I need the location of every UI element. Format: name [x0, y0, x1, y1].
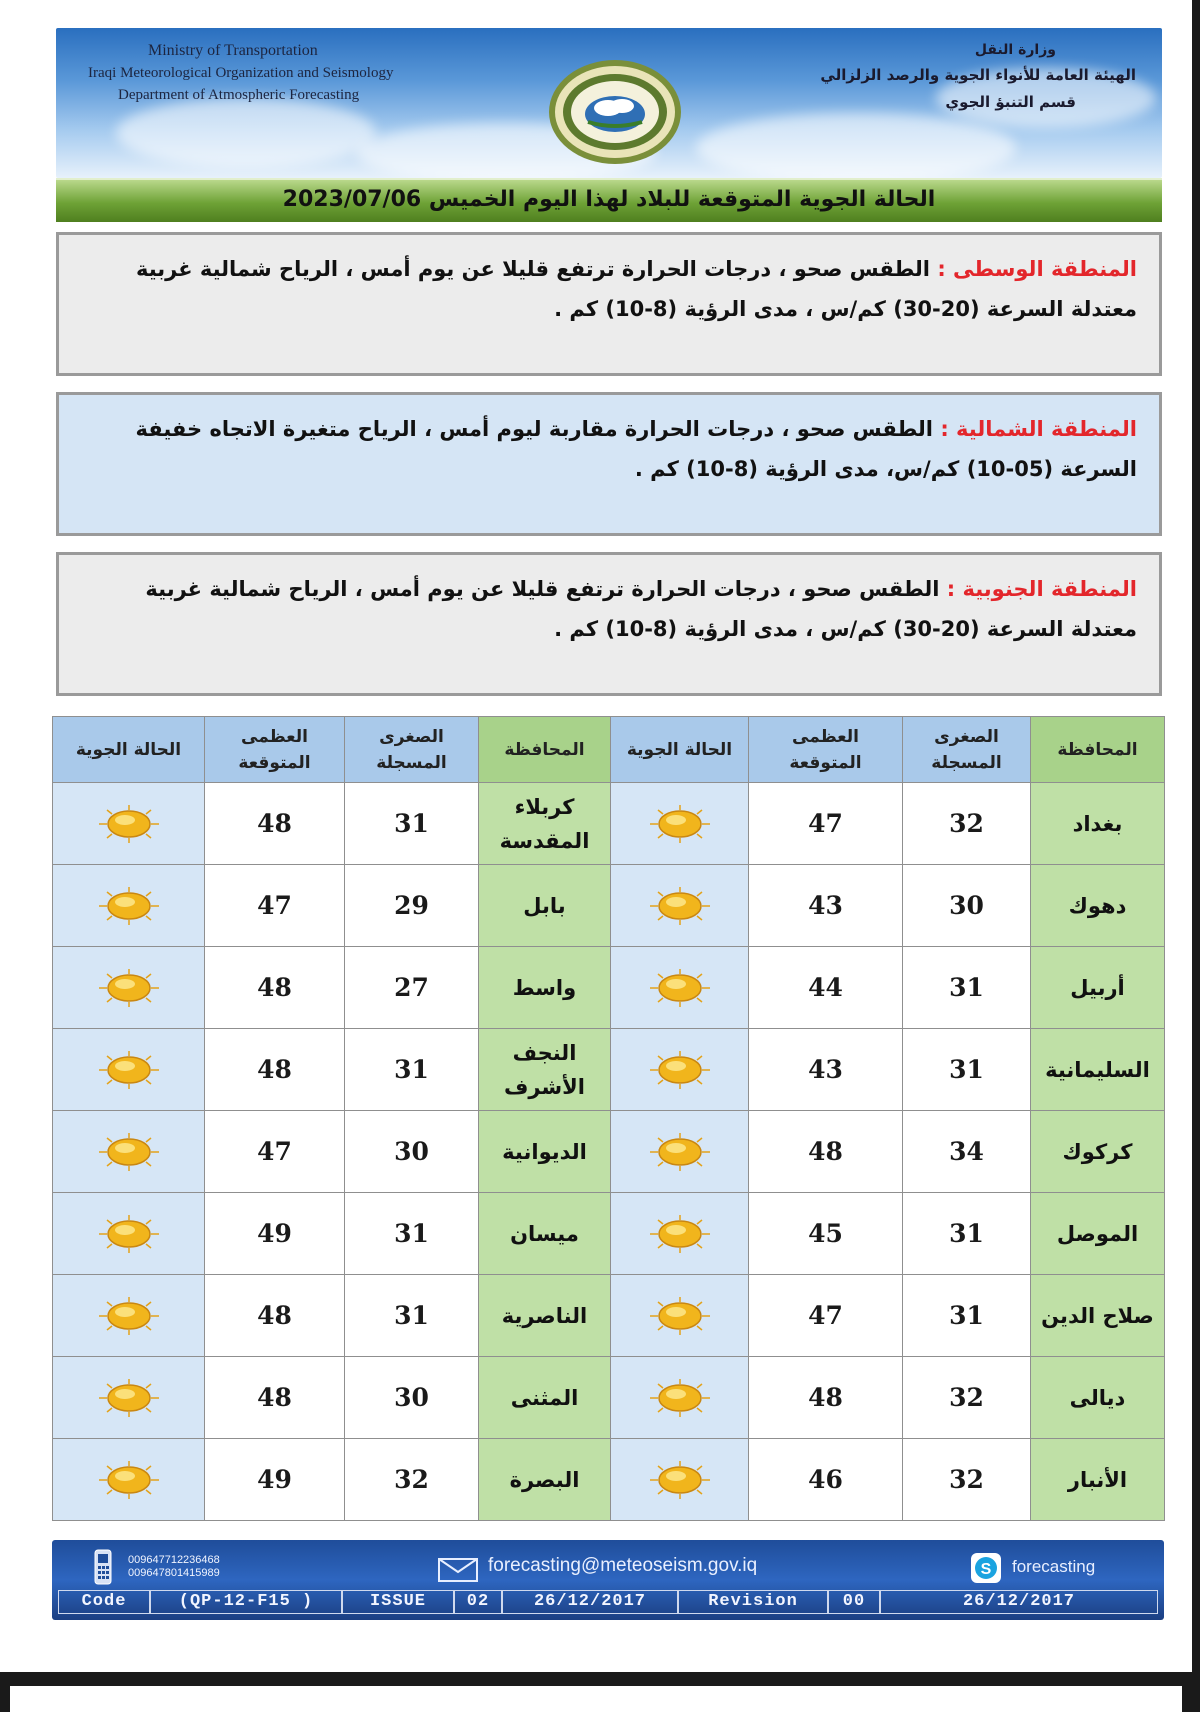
table-row [53, 1357, 1165, 1439]
sunny-icon [95, 1050, 163, 1090]
max-temp-cell: 47 [205, 1111, 345, 1193]
sunny-icon [95, 804, 163, 844]
governorate-cell: بابل [479, 865, 611, 947]
min-temp-cell: 31 [345, 783, 479, 865]
phone-numbers [128, 1554, 220, 1580]
sunny-icon [646, 1378, 714, 1418]
department-name-en: Department of Atmospheric Forecasting [118, 87, 360, 103]
page-edge-bottom [0, 1672, 1200, 1712]
governorate-cell: واسط [479, 947, 611, 1029]
max-temp-cell: 47 [749, 1275, 903, 1357]
table-row [53, 1439, 1165, 1521]
max-temp-cell: 43 [749, 1029, 903, 1111]
min-temp-cell: 31 [345, 1029, 479, 1111]
document-footer [52, 1540, 1164, 1620]
sunny-icon [95, 1460, 163, 1500]
weather-cell [611, 1275, 749, 1357]
issue-label: ISSUE [343, 1591, 455, 1613]
table-row [53, 1193, 1165, 1275]
governorate-cell: دهوك [1031, 865, 1165, 947]
weather-cell [611, 1029, 749, 1111]
sunny-icon [95, 1132, 163, 1172]
skype-handle[interactable]: forecasting [1012, 1557, 1096, 1576]
max-temp-cell: 48 [205, 783, 345, 865]
region-central-name: المنطقة الوسطى : [937, 257, 1137, 281]
sunny-icon [95, 886, 163, 926]
min-temp-cell: 30 [345, 1357, 479, 1439]
max-temp-cell: 47 [205, 865, 345, 947]
code-label: Code [59, 1591, 151, 1613]
weather-cell [611, 947, 749, 1029]
organization-name-en: Iraqi Meteorological Organization and Seismology [88, 65, 394, 81]
sunny-icon [646, 968, 714, 1008]
page-edge-right [1192, 0, 1200, 1712]
governorate-cell: ديالى [1031, 1357, 1165, 1439]
governorate-cell: البصرة [479, 1439, 611, 1521]
weather-cell [53, 1357, 205, 1439]
phone-icon [92, 1548, 114, 1586]
code-value: (QP-12-F15 ) [151, 1591, 343, 1613]
max-temp-cell: 48 [205, 1029, 345, 1111]
region-paragraph [81, 409, 1137, 489]
table-row [53, 783, 1165, 865]
header-governorate: المحافظة [479, 717, 611, 783]
max-temp-cell: 48 [749, 1111, 903, 1193]
table-row [53, 1111, 1165, 1193]
region-northern-box [56, 392, 1162, 536]
table-row [53, 1275, 1165, 1357]
governorate-cell: كربلاء المقدسة [479, 783, 611, 865]
max-temp-cell: 48 [749, 1357, 903, 1439]
governorate-cell: النجف الأشرف [479, 1029, 611, 1111]
sunny-icon [646, 804, 714, 844]
table-row [53, 1029, 1165, 1111]
region-northern-text: الطقس صحو ، درجات الحرارة مقاربة ليوم أمس ، الرياح متغيرة الاتجاه خفيفة السرعة (05-10) كم/س، مدى الرؤية (8-10) كم . [135, 417, 1137, 481]
department-name-ar: قسم التنبؤ الجوي [945, 93, 1076, 111]
weather-cell [611, 865, 749, 947]
max-temp-cell: 48 [205, 1275, 345, 1357]
min-temp-cell: 31 [903, 947, 1031, 1029]
weather-cell [611, 1357, 749, 1439]
sunny-icon [95, 1378, 163, 1418]
region-paragraph [81, 249, 1137, 329]
header-max: العظمى المتوقعة [749, 717, 903, 783]
min-temp-cell: 30 [903, 865, 1031, 947]
governorate-cell: السليمانية [1031, 1029, 1165, 1111]
governorate-cell: الأنبار [1031, 1439, 1165, 1521]
svg-text:S: S [980, 1561, 992, 1578]
weather-cell [53, 1275, 205, 1357]
forecast-table [52, 716, 1165, 1521]
min-temp-cell: 31 [345, 1193, 479, 1275]
issue-number: 02 [455, 1591, 503, 1613]
governorate-cell: المثنى [479, 1357, 611, 1439]
document-code-bar [58, 1590, 1158, 1614]
header-governorate: المحافظة [1031, 717, 1165, 783]
issue-date: 26/12/2017 [503, 1591, 679, 1613]
min-temp-cell: 32 [903, 783, 1031, 865]
region-northern-name: المنطقة الشمالية : [940, 417, 1137, 441]
min-temp-cell: 32 [345, 1439, 479, 1521]
sunny-icon [646, 1460, 714, 1500]
governorate-cell: الديوانية [479, 1111, 611, 1193]
region-paragraph [81, 569, 1137, 649]
skype-icon [970, 1552, 1002, 1584]
max-temp-cell: 49 [205, 1439, 345, 1521]
max-temp-cell: 48 [205, 1357, 345, 1439]
governorate-cell: كركوك [1031, 1111, 1165, 1193]
organization-name-ar: الهيئة العامة للأنواء الجوية والرصد الزلزالي [820, 66, 1136, 84]
region-southern-text: الطقس صحو ، درجات الحرارة ترتفع قليلا عن يوم أمس ، الرياح شمالية غربية معتدلة السرعة (20-30) كم/س ، مدى الرؤية (8-10) كم . [145, 577, 1137, 641]
weather-cell [53, 1029, 205, 1111]
governorate-cell: الناصرية [479, 1275, 611, 1357]
min-temp-cell: 30 [345, 1111, 479, 1193]
governorate-cell: أربيل [1031, 947, 1165, 1029]
region-central-text: الطقس صحو ، درجات الحرارة ترتفع قليلا عن يوم أمس ، الرياح شمالية غربية معتدلة السرعة (20-30) كم/س ، مدى الرؤية (8-10) كم . [135, 257, 1137, 321]
phone-number-2: 009647801415989 [128, 1567, 220, 1579]
header-min: الصغرى المسجلة [903, 717, 1031, 783]
region-central-box [56, 232, 1162, 376]
weather-cell [53, 783, 205, 865]
sunny-icon [95, 1296, 163, 1336]
organization-logo-icon [546, 58, 684, 166]
weather-cell [611, 1111, 749, 1193]
region-southern-name: المنطقة الجنوبية : [946, 577, 1137, 601]
title-bar [56, 178, 1162, 222]
header-weather: الحالة الجوية [53, 717, 205, 783]
ministry-name-en: Ministry of Transportation [148, 42, 318, 59]
weather-cell [611, 1193, 749, 1275]
revision-label: Revision [679, 1591, 829, 1613]
weather-cell [53, 1439, 205, 1521]
min-temp-cell: 32 [903, 1357, 1031, 1439]
max-temp-cell: 48 [205, 947, 345, 1029]
min-temp-cell: 31 [903, 1029, 1031, 1111]
governorate-cell: بغداد [1031, 783, 1165, 865]
sunny-icon [95, 1214, 163, 1254]
max-temp-cell: 44 [749, 947, 903, 1029]
sunny-icon [646, 1214, 714, 1254]
revision-date: 26/12/2017 [962, 1592, 1076, 1611]
sunny-icon [95, 968, 163, 1008]
ministry-name-ar: وزارة النقل [974, 42, 1056, 58]
header-max: العظمى المتوقعة [205, 717, 345, 783]
phone-number-1: 009647712236468 [128, 1554, 220, 1566]
table-row [53, 947, 1165, 1029]
weather-cell [611, 1439, 749, 1521]
revision-number: 00 [829, 1591, 881, 1613]
min-temp-cell: 31 [903, 1193, 1031, 1275]
sunny-icon [646, 1050, 714, 1090]
min-temp-cell: 32 [903, 1439, 1031, 1521]
mail-icon [438, 1558, 478, 1582]
governorate-cell: ميسان [479, 1193, 611, 1275]
weather-cell [53, 1111, 205, 1193]
weather-cell [611, 783, 749, 865]
max-temp-cell: 43 [749, 865, 903, 947]
weather-cell [53, 947, 205, 1029]
min-temp-cell: 31 [903, 1275, 1031, 1357]
region-southern-box [56, 552, 1162, 696]
sunny-icon [646, 886, 714, 926]
header-english [88, 40, 393, 106]
sunny-icon [646, 1132, 714, 1172]
max-temp-cell: 45 [749, 1193, 903, 1275]
contact-email[interactable]: forecasting@meteoseism.gov.iq [488, 1555, 758, 1576]
governorate-cell: صلاح الدين [1031, 1275, 1165, 1357]
document-header [56, 28, 1162, 178]
header-min: الصغرى المسجلة [345, 717, 479, 783]
min-temp-cell: 34 [903, 1111, 1031, 1193]
page-title: الحالة الجوية المتوقعة للبلاد لهذا اليوم الخميس 2023/07/06 [282, 187, 936, 212]
header-weather: الحالة الجوية [611, 717, 749, 783]
sunny-icon [646, 1296, 714, 1336]
max-temp-cell: 46 [749, 1439, 903, 1521]
table-row [53, 865, 1165, 947]
min-temp-cell: 27 [345, 947, 479, 1029]
weather-cell [53, 865, 205, 947]
weather-cell [53, 1193, 205, 1275]
header-arabic [820, 38, 1136, 116]
table-header-row [53, 717, 1165, 783]
min-temp-cell: 29 [345, 865, 479, 947]
max-temp-cell: 49 [205, 1193, 345, 1275]
governorate-cell: الموصل [1031, 1193, 1165, 1275]
min-temp-cell: 31 [345, 1275, 479, 1357]
max-temp-cell: 47 [749, 783, 903, 865]
